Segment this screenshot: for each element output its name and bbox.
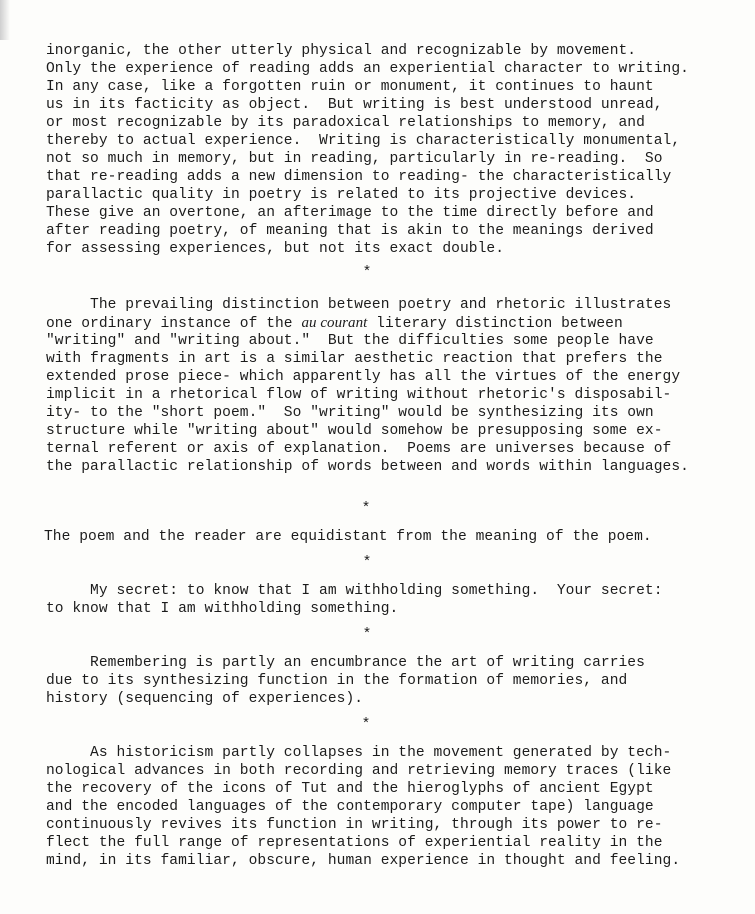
text-line: for assessing experiences, but not its exact double. xyxy=(46,241,504,257)
text-line: not so much in memory, but in reading, particularly in re-reading. So xyxy=(46,151,663,167)
section-separator: * xyxy=(361,717,371,733)
section-separator: * xyxy=(362,627,372,643)
text-line: mind, in its familiar, obscure, human experience in thought and feeling. xyxy=(46,853,681,869)
text-line: My secret: to know that I am withholding something. Your secret: xyxy=(46,583,663,599)
text-line: Remembering is partly an encumbrance the art of writing carries xyxy=(46,655,645,671)
text-line: history (sequencing of experiences). xyxy=(46,691,364,707)
text-line: Only the experience of reading adds an experiential character to writing. xyxy=(46,61,689,77)
text-line xyxy=(46,314,623,332)
text-line: ternal referent or axis of explanation. Poems are universes because of xyxy=(46,441,672,457)
section-separator: * xyxy=(362,265,372,281)
text-line: ity- to the "short poem." So "writing" would be synthesizing its own xyxy=(46,405,654,421)
text-line: due to its synthesizing function in the formation of memories, and xyxy=(46,673,628,689)
text-line: "writing" and "writing about." But the difficulties some people have xyxy=(46,333,654,349)
page-edge-shadow xyxy=(0,0,10,40)
emphasis-text: au courant xyxy=(301,315,368,331)
text-line: with fragments in art is a similar aesthetic reaction that prefers the xyxy=(46,351,663,367)
text-line: As historicism partly collapses in the movement generated by tech- xyxy=(46,745,672,761)
text-line: continuously revives its function in writing, through its power to re- xyxy=(46,817,663,833)
text-line: The prevailing distinction between poetry and rhetoric illustrates xyxy=(46,297,672,313)
text-span: one ordinary instance of the xyxy=(46,316,302,332)
section-separator: * xyxy=(361,501,371,517)
text-span: literary distinction between xyxy=(367,316,623,332)
text-line: structure while "writing about" would somehow be presupposing some ex- xyxy=(46,423,663,439)
text-line: implicit in a rhetorical flow of writing without rhetoric's disposabil- xyxy=(46,387,672,403)
text-line: In any case, like a forgotten ruin or monument, it continues to haunt xyxy=(46,79,654,95)
text-line: thereby to actual experience. Writing is characteristically monumental, xyxy=(46,133,681,149)
text-line: These give an overtone, an afterimage to the time directly before and xyxy=(46,205,654,221)
text-line: flect the full range of representations of experiential reality in the xyxy=(46,835,663,851)
text-line: and the encoded languages of the contemporary computer tape) language xyxy=(46,799,654,815)
section-separator: * xyxy=(362,555,372,571)
aphorism-1: The poem and the reader are equidistant from the meaning of the poem. xyxy=(44,529,652,545)
text-line: after reading poetry, of meaning that is akin to the meanings derived xyxy=(46,223,654,239)
text-line: to know that I am withholding something. xyxy=(46,601,399,617)
text-line: or most recognizable by its paradoxical relationships to memory, and xyxy=(46,115,645,131)
text-line: extended prose piece- which apparently has all the virtues of the energy xyxy=(46,369,681,385)
text-line: us in its facticity as object. But writing is best understood unread, xyxy=(46,97,663,113)
text-line: the recovery of the icons of Tut and the hieroglyphs of ancient Egypt xyxy=(46,781,654,797)
text-line: nological advances in both recording and retrieving memory traces (like xyxy=(46,763,672,779)
text-line: that re-reading adds a new dimension to reading- the characteristically xyxy=(46,169,672,185)
text-line: inorganic, the other utterly physical and recognizable by movement. xyxy=(46,43,637,59)
text-line: the parallactic relationship of words between and words within languages. xyxy=(46,459,689,475)
text-line: parallactic quality in poetry is related to its projective devices. xyxy=(46,187,637,203)
